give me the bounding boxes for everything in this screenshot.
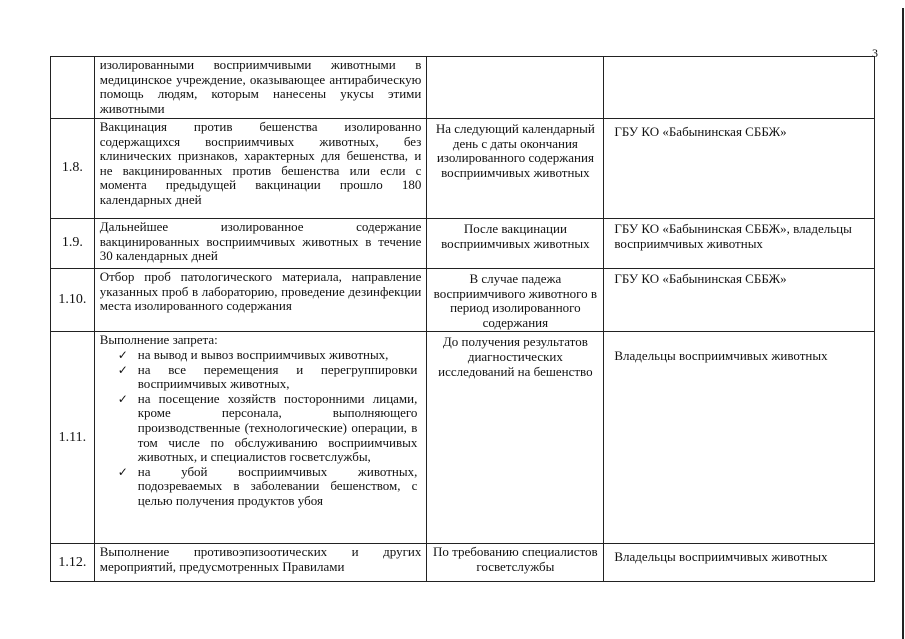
checkmark-icon: ✓ [117,362,128,377]
table-row [51,332,875,544]
action-cell: Дальнейшее изолированное содержание вакцинированных восприимчивых животных в течение 30 календарных дней [94,219,427,269]
list-item [100,465,422,509]
checkmark-icon: ✓ [117,347,128,362]
timing-cell: На следующий календарный день с даты окончания изолированного содержания восприимчивых животных [427,119,604,219]
action-cell: Выполнение противоэпизоотических и других мероприятий, предусмотренных Правилами [94,544,427,582]
row-number: 1.10. [51,269,95,332]
ban-heading: Выполнение запрета: [99,332,218,348]
action-cell: Отбор проб патологического материала, направление указанных проб в лабораторию, проведение дезинфекции места изолированного содержания [94,269,427,332]
list-item [100,392,422,465]
timing-cell: В случае падежа восприимчивого животного в период изолированного содержания [427,269,604,332]
table-row [51,119,875,219]
timing-cell: По требованию специалистов госветслужбы [427,544,604,582]
table-row [51,219,875,269]
action-cell: Вакцинация против бешенства изолированно содержащихся восприимчивых животных, без клинических признаков, характерных для бешенства, и не вакцинированных против бешенства или если с момента предыдущей вакцинации прошло 180 календарных дней [94,119,427,219]
ban-item-text: на вывод и вывоз восприимчивых животных, [137,346,389,362]
timing-cell: После вакцинации восприимчивых животных [427,219,604,269]
responsible-cell: ГБУ КО «Бабынинская СББЖ» [604,119,875,219]
list-item [100,363,422,392]
row-number [51,57,95,119]
responsible-cell: Владельцы восприимчивых животных [604,332,875,544]
checkmark-icon: ✓ [117,391,128,406]
table-row [51,269,875,332]
page-edge-line [902,8,904,639]
ban-list [100,348,422,509]
action-cell: изолированными восприимчивыми животными в медицинское учреждение, оказывающее антирабическую помощь людям, которым нанесены укусы этими животными [94,57,427,119]
checkmark-icon: ✓ [117,464,128,479]
responsible-cell: ГБУ КО «Бабынинская СББЖ» [604,269,875,332]
timing-cell [427,57,604,119]
table-row [51,57,875,119]
ban-item-text: на убой восприимчивых животных, подозреваемых в заболевании бешенством, с целью получения продуктов убоя [137,463,418,508]
row-number: 1.11. [51,332,95,544]
page-number: 3 [872,46,878,60]
action-cell [94,332,427,544]
responsible-cell [604,57,875,119]
responsible-cell: Владельцы восприимчивых животных [604,544,875,582]
responsible-cell: ГБУ КО «Бабынинская СББЖ», владельцы восприимчивых животных [604,219,875,269]
timing-cell: До получения результатов диагностических исследований на бешенство [427,332,604,544]
row-number: 1.8. [51,119,95,219]
list-item [100,348,422,363]
ban-item-text: на посещение хозяйств посторонними лицами, кроме персонала, выполняющего производственные (технологические) операции, в том числе по обслуживанию восприимчивых животных, и специалистов госветслужбы, [137,390,418,465]
ban-item-text: на все перемещения и перегруппировки восприимчивых животных, [137,361,418,392]
row-number: 1.12. [51,544,95,582]
row-number: 1.9. [51,219,95,269]
measures-table [50,56,875,582]
table-row [51,544,875,582]
